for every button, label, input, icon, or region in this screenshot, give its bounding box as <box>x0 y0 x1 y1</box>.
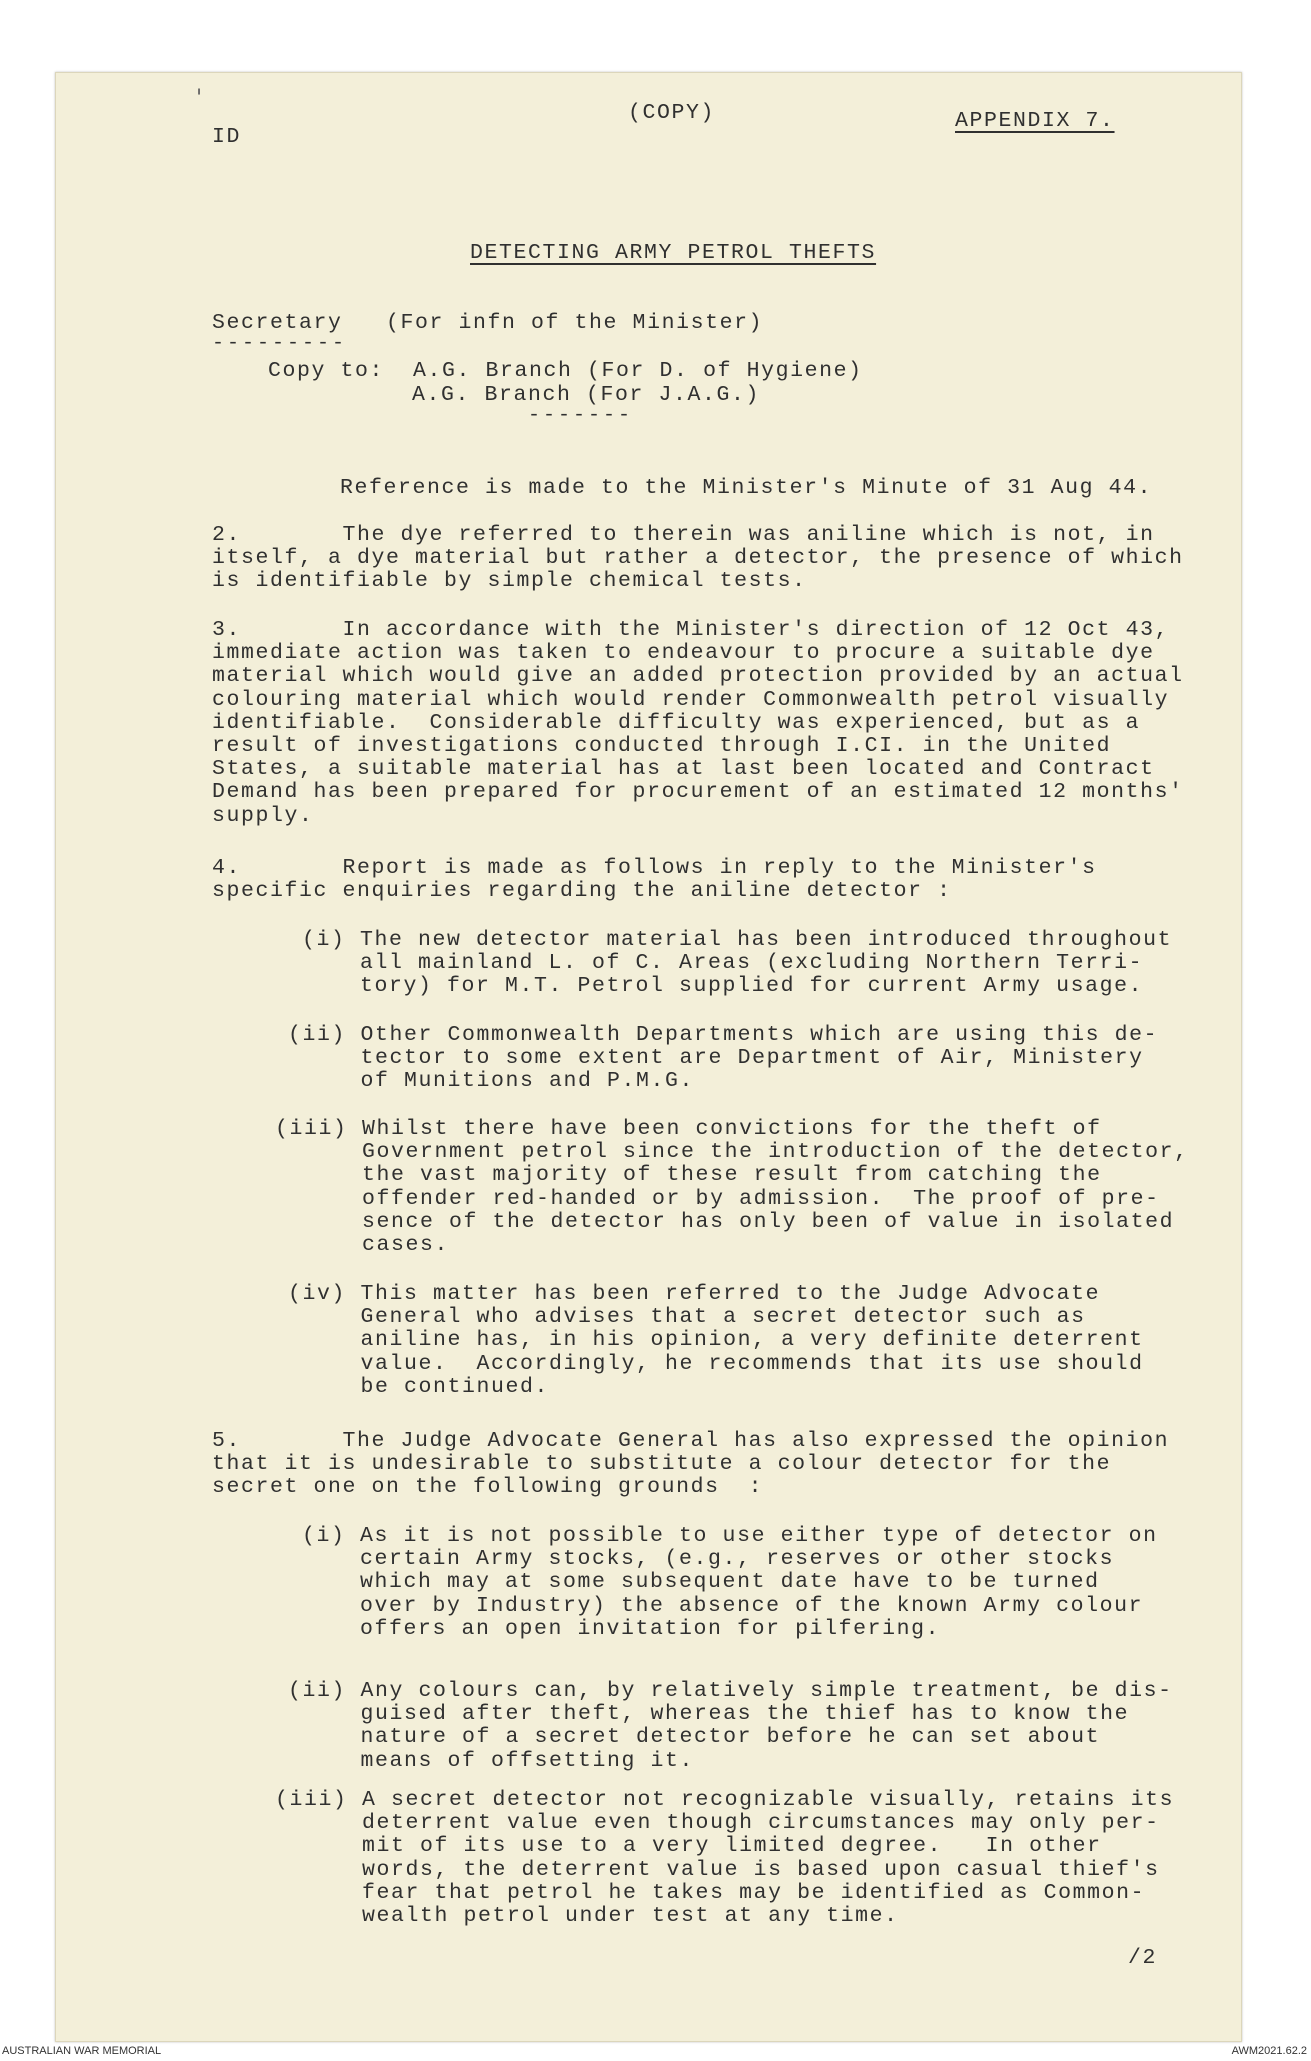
paragraph-p3-line: 3. In accordance with the Minister's direction of 12 Oct 43, <box>212 618 1170 642</box>
paragraph-p4-iii-line: sence of the detector has only been of value in isolated <box>275 1209 1175 1234</box>
paragraph-p5-i-line: offers an open invitation for pilfering. <box>302 1616 941 1641</box>
secretary-rule: --------- <box>212 332 348 355</box>
paragraph-p4-iv-line: General who advises that a secret detector such as <box>288 1305 1086 1330</box>
secretary-line: Secretary (For infn of the Minister) <box>212 311 764 335</box>
paragraph-p5-line: 5. The Judge Advocate General has also expressed the opinion <box>212 1429 1170 1453</box>
paragraph-p2-line: is identifiable by simple chemical tests. <box>212 569 807 594</box>
paragraph-p4-iii-line: (iii) Whilst there have been convictions for the theft of <box>275 1117 1102 1141</box>
paragraph-p4-line: 4. Report is made as follows in reply to the Minister's <box>212 856 1097 880</box>
paragraph-p5-iii-line: fear that petrol he takes may be identified as Common- <box>275 1880 1146 1905</box>
copy-to-line-2: A.G. Branch (For J.A.G.) <box>412 383 761 407</box>
paragraph-p5-iii-line: deterrent value even though circumstances may only per- <box>275 1811 1160 1836</box>
paragraph-p4-i-line: tory) for M.T. Petrol supplied for current Army usage. <box>302 974 1144 999</box>
paragraph-p4-i-line: (i) The new detector material has been introduced throughout <box>302 928 1173 952</box>
paragraph-p5-ii-line: guised after theft, whereas the thief has to know the <box>288 1702 1130 1727</box>
copy-rule: ------- <box>528 404 634 427</box>
paragraph-p5-line: secret one on the following grounds : <box>212 1475 764 1500</box>
paragraph-p3-line: identifiable. Considerable difficulty was experienced, but as a <box>212 710 1141 735</box>
header-id: ID <box>212 125 242 149</box>
footer-source: AUSTRALIAN WAR MEMORIAL <box>2 2045 162 2057</box>
paragraph-p5-ii-line: means of offsetting it. <box>288 1748 695 1773</box>
paragraph-p5-iii-line: mit of its use to a very limited degree. In other <box>275 1834 1102 1859</box>
paragraph-p3-line: result of investigations conducted through I.CI. in the United <box>212 734 1112 758</box>
copy-to-line-1: Copy to: A.G. Branch (For D. of Hygiene) <box>268 359 863 383</box>
header-copy: (COPY) <box>628 101 716 125</box>
paragraph-1: Reference is made to the Minister's Minute of 31 Aug 44. <box>340 476 1153 500</box>
paragraph-p5-iii-line: wealth petrol under test at any time. <box>275 1904 899 1928</box>
paragraph-p4-iii-line: the vast majority of these result from catching the <box>275 1163 1102 1188</box>
paragraph-p4-i-line: all mainland L. of C. Areas (excluding Northern Terri- <box>302 951 1144 976</box>
document-title: DETECTING ARMY PETROL THEFTS <box>470 241 877 265</box>
paragraph-p4-iv-line: aniline has, in his opinion, a very definite deterrent <box>288 1328 1144 1353</box>
paragraph-p4-iv-line: (iv) This matter has been referred to the Judge Advocate <box>288 1282 1101 1306</box>
paragraph-p4-iii-line: offender red-handed or by admission. The proof of pre- <box>275 1186 1160 1211</box>
paragraph-p5-iii-line: (iii) A secret detector not recognizable visually, retains its <box>275 1788 1175 1812</box>
footer-reference: AWM2021.62.2 <box>1231 2045 1307 2057</box>
paragraph-p3-line: material which would give an added protection provided by an actual <box>212 664 1184 689</box>
paragraph-p3-line: immediate action was taken to endeavour to procure a suitable dye <box>212 641 1155 666</box>
paragraph-p5-i-line: (i) As it is not possible to use either type of detector on <box>302 1524 1158 1548</box>
paragraph-p2-line: 2. The dye referred to therein was aniline which is not, in <box>212 523 1155 547</box>
page-continuation: /2 <box>1128 1946 1158 1970</box>
paragraph-p4-iii-line: cases. <box>275 1233 450 1257</box>
paragraph-p4-iv-line: be continued. <box>288 1374 550 1399</box>
header-appendix: APPENDIX 7. <box>955 109 1115 133</box>
paragraph-p2-line: itself, a dye material but rather a detector, the presence of which <box>212 546 1184 571</box>
paragraph-p5-line: that it is undesirable to substitute a colour detector for the <box>212 1452 1112 1477</box>
paragraph-p3-line: Demand has been prepared for procurement of an estimated 12 months' <box>212 780 1184 805</box>
paragraph-p4-line: specific enquiries regarding the aniline detector : <box>212 879 952 904</box>
punch-mark: ' <box>196 86 203 111</box>
paragraph-p4-ii-line: (ii) Other Commonwealth Departments which are using this de- <box>288 1023 1159 1047</box>
paragraph-p5-i-line: certain Army stocks, (e.g., reserves or other stocks <box>302 1547 1115 1572</box>
paragraph-p3-line: States, a suitable material has at last been located and Contract <box>212 757 1155 782</box>
paragraph-p3-line: supply. <box>212 803 314 828</box>
paragraph-p4-ii-line: of Munitions and P.M.G. <box>288 1069 695 1094</box>
paragraph-p5-ii-line: (ii) Any colours can, by relatively simple treatment, be dis- <box>288 1679 1173 1703</box>
paragraph-p5-i-line: over by Industry) the absence of the known Army colour <box>302 1593 1144 1618</box>
paragraph-p4-iii-line: Government petrol since the introduction of the detector, <box>275 1140 1189 1165</box>
paragraph-p4-iv-line: value. Accordingly, he recommends that its use should <box>288 1351 1144 1376</box>
paragraph-p5-i-line: which may at some subsequent date have to be turned <box>302 1570 1100 1595</box>
paragraph-p3-line: colouring material which would render Commonwealth petrol visually <box>212 687 1170 712</box>
paragraph-p5-ii-line: nature of a secret detector before he can set about <box>288 1725 1101 1750</box>
paragraph-p4-ii-line: tector to some extent are Department of Air, Ministery <box>288 1046 1144 1071</box>
paragraph-p5-iii-line: words, the deterrent value is based upon casual thief's <box>275 1857 1160 1882</box>
